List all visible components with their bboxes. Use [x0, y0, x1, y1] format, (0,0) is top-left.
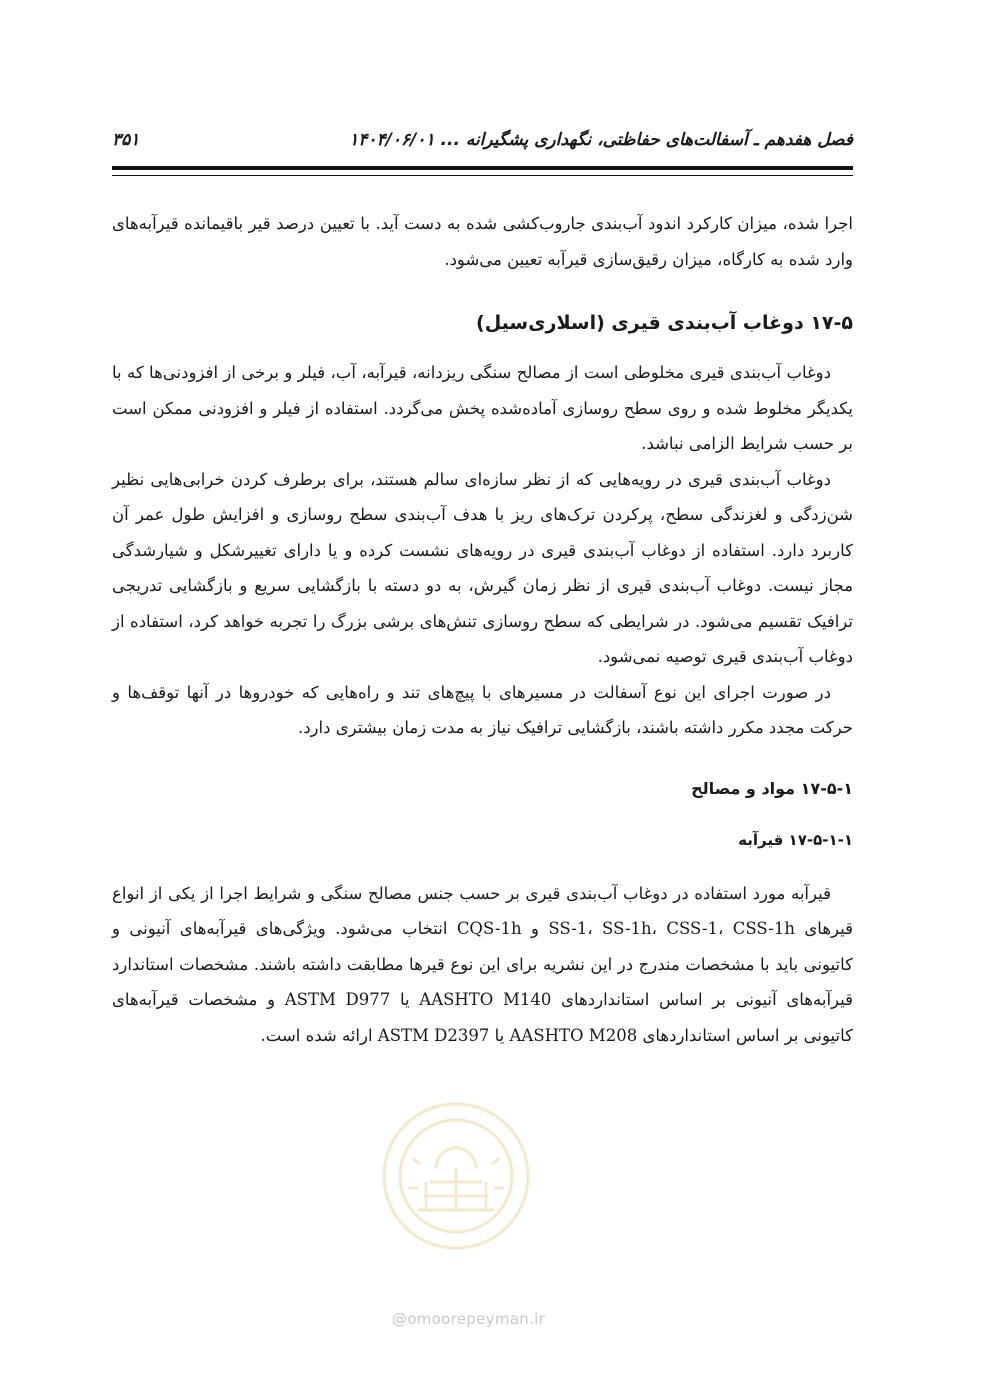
- section-paragraph-2: دوغاب آب‌بندی قیری در رویه‌هایی که از نظر سازه‌ای سالم هستند، برای برطرف کردن خرابی‌هایی نظیر شن‌زدگی و لغزندگی سطح، پرکردن ترک‌های ریز با هدف آب‌بندی سطح روسازی و افزایش طول عمر آن کاربرد دارد. استفاده از دوغاب آب‌بندی قیری در رویه‌های نشست کرده و یا دارای تغییرشکل و شیارشدگی مجاز نیست. دوغاب آب‌بندی قیری از نظر زمان گیرش، به دو دسته با بازگشایی سریع و بازگشایی تدریجی ترافیک تقسیم می‌شود. در شرایطی که سطح روسازی تنش‌های برشی بزرگ را تجربه خواهد کرد، استفاده از دوغاب آب‌بندی قیری توصیه نمی‌شود.: [112, 469, 853, 666]
- intro-paragraph: اجرا شده، میزان کارکرد اندود آب‌بندی جاروب‌کشی شده به دست آید. با تعیین درصد قیر باقیمانده قیرآبه‌های وارد شده به کارگاه، میزان رقیق‌سازی قیرآبه تعیین می‌شود.: [112, 214, 853, 269]
- section-paragraph-3: در صورت اجرای این نوع آسفالت در مسیرهای با پیچ‌های تند و راه‌هایی که خودروها در آنها توقف‌ها و حرکت مجدد مکرر داشته باشند، بازگشایی ترافیک نیاز به مدت زمان بیشتری دارد.: [112, 682, 853, 737]
- header-rule-thin: [112, 175, 853, 176]
- page-header: [112, 126, 853, 162]
- subsubsection-heading: ۱۷-۵-۱-۱ قیرآبه: [738, 830, 853, 849]
- watermark-seal-icon: [378, 1098, 534, 1254]
- section-heading: ۱۷-۵ دوغاب آب‌بندی قیری (اسلاری‌سیل): [476, 312, 853, 334]
- chapter-title: فصل هفدهم ـ آسفالت‌های حفاظتی، نگهداری پشگیرانه ... ۱۴۰۴/۰۶/۰۱: [349, 130, 853, 150]
- page-number: ۳۵۱: [112, 130, 140, 150]
- watermark-domain: omoorepeyman.ir: [407, 1310, 546, 1328]
- subsubsection-paragraph: قیرآبه مورد استفاده در دوغاب آب‌بندی قیری بر حسب جنس مصالح سنگی و شرایط اجرا از یکی از انواع قیرهای SS-1، SS-1h، CSS-1، CSS-1h و CQS-1h انتخاب می‌شود. ویژگی‌های قیرآبه‌های آنیونی و کاتیونی باید با مشخصات مندرج در این نشریه برای این نوع قیرها مطابقت داشته باشند. مشخصات استاندارد قیرآبه‌های آنیونی بر اساس استانداردهای AASHTO M140 یا ASTM D977 و مشخصات قیرآبه‌های کاتیونی بر اساس استانداردهای AASHTO M208 یا ASTM D2397 ارائه شده است.: [112, 883, 854, 1045]
- section-paragraph-1: دوغاب آب‌بندی قیری مخلوطی است از مصالح سنگی ریزدانه، قیرآبه، آب، فیلر و برخی از افزودنی‌ها که با یکدیگر مخلوط شده و روی سطح روسازی آماده‌شده پخش می‌گردد. استفاده از فیلر و افزودنی ممکن است بر حسب شرایط الزامی نباشد.: [112, 363, 853, 453]
- watermark-text: [392, 1310, 545, 1328]
- subsection-heading: ۱۷-۵-۱ مواد و مصالح: [691, 778, 853, 798]
- watermark-at-icon: @: [392, 1310, 408, 1328]
- page-content: [112, 206, 853, 1053]
- header-rule-thick: [112, 166, 853, 170]
